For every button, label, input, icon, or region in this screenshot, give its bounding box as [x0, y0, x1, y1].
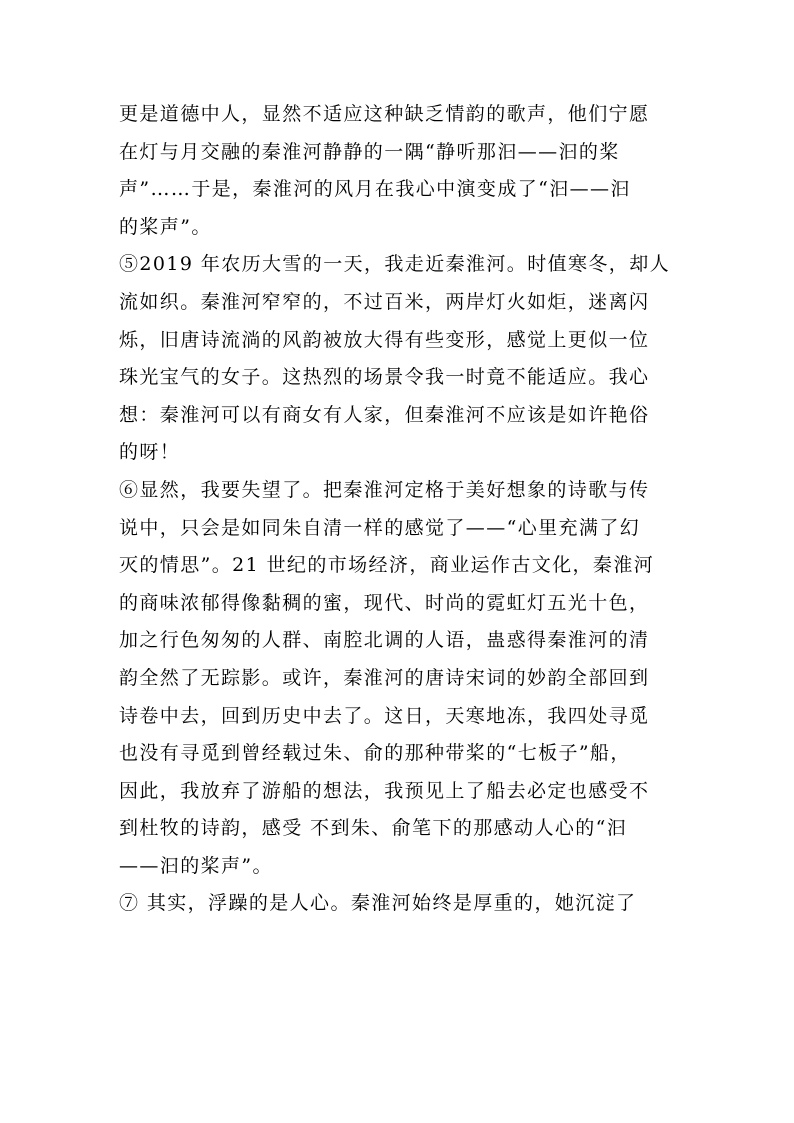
text-line: 在灯与月交融的秦淮河静静的一隅“静听那汩——汩的桨 — [119, 140, 620, 163]
text-line: 加之行色匆匆的人群、南腔北调的人语，蛊惑得秦淮河的清 — [119, 629, 650, 652]
text-line: 更是道德中人，显然不适应这种缺乏情韵的歌声，他们宁愿 — [119, 103, 650, 125]
text-line: 想：秦淮河可以有商女有人家，但秦淮河不应该是如许艳俗 — [119, 403, 650, 426]
text-line: 声”……于是，秦淮河的风月在我心中演变成了“汩——汩 — [119, 178, 631, 201]
body-text — [119, 96, 679, 923]
text-line: 也没有寻觅到曾经载过朱、俞的那种带桨的“七板子”船， — [119, 742, 631, 765]
paragraph-6-start: ⑥显然，我要失望了。把秦淮河定格于美好想象的诗歌与传 — [119, 478, 650, 501]
text-line: 的商味浓郁得像黏稠的蜜，现代、时尚的霓虹灯五光十色， — [119, 591, 650, 614]
text-line: 的桨声”。 — [119, 215, 212, 238]
text-line: 珠光宝气的女子。这热烈的场景令我一时竟不能适应。我心 — [119, 366, 650, 389]
text-line: 因此，我放弃了游船的想法，我预见上了船去必定也感受不 — [119, 779, 650, 802]
text-line: 韵全然了无踪影。或许，秦淮河的唐诗宋词的妙韵全部回到 — [119, 666, 650, 689]
text-line: 流如织。秦淮河窄窄的，不过百米，两岸灯火如炬，迷离闪 — [119, 290, 650, 313]
paragraph-7-start: ⑦ 其实，浮躁的是人心。秦淮河始终是厚重的，她沉淀了 — [119, 892, 637, 915]
text-line: 到杜牧的诗韵，感受 不到朱、俞笔下的那感动人心的“汩 — [119, 817, 628, 840]
text-line: ——汩的桨声”。 — [119, 854, 273, 877]
text-line: 诗卷中去，回到历史中去了。这日，天寒地冻，我四处寻觅 — [119, 704, 650, 727]
text-line: 灭的情思”。21 世纪的市场经济，商业运作古文化，秦淮河 — [119, 554, 655, 577]
text-line: 烁，旧唐诗流淌的风韵被放大得有些变形，感觉上更似一位 — [119, 328, 650, 351]
text-line: 的呀！ — [119, 441, 181, 464]
text-line: 说中，只会是如同朱自清一样的感觉了——“心里充满了幻 — [119, 516, 641, 539]
paragraph-5-start: ⑤2019 年农历大雪的一天，我走近秦淮河。时值寒冬，却人 — [119, 253, 670, 276]
